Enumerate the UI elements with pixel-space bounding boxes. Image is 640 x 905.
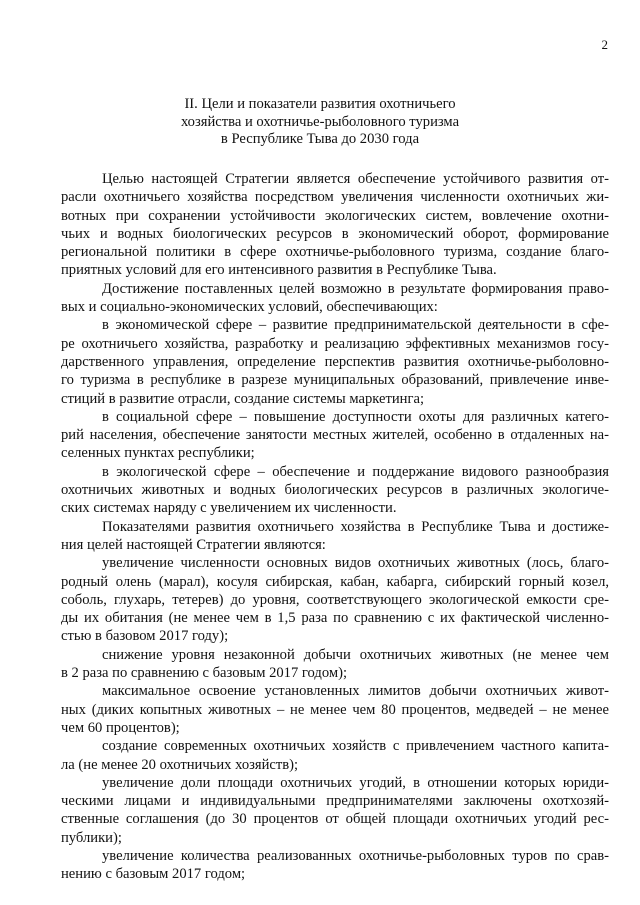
heading-line: в Республике Тыва до 2030 года (220, 131, 420, 147)
text-line: ла (не менее 20 охотничьих хозяйств); (61, 756, 299, 773)
text-line: ды их обитания (не менее чем в 1,5 раза по сравнению с их фактической численно- (61, 610, 609, 627)
body-text (61, 170, 609, 884)
text-line: стиций в развитие отрасли, создание системы маркетинга; (61, 390, 424, 407)
text-line: максимальное освоение установленных лимитов добычи охотничьих живот- (102, 683, 609, 700)
text-line: приятных условий для его интенсивного развития в Республике Тыва. (61, 262, 497, 279)
section-heading (0, 96, 640, 149)
text-line: Целью настоящей Стратегии является обеспечение устойчивого развития от- (102, 171, 609, 187)
text-line: в 2 раза по сравнению с базовым 2017 годом); (61, 665, 348, 682)
text-line: увеличение количества реализованных охотничье-рыболовных туров по срав- (102, 847, 609, 864)
text-line: дарственного управления, определение перспектив развития охотничье-рыболовно- (61, 353, 609, 370)
text-line: чем 60 процентов); (61, 719, 180, 736)
text-line: ческими лицами и индивидуальными предпринимателями заключены охотхозяй- (61, 793, 609, 810)
text-line: стью в базовом 2017 году); (61, 628, 229, 645)
text-line: ственные соглашения (до 30 процентов от общей площади охотничьих угодий рес- (61, 811, 609, 828)
text-line: расли охотничьего хозяйства посредством увеличения численности охотничьих жи- (61, 189, 609, 206)
text-line: ре охотничьего хозяйства, разработку и реализацию эффективных механизмов госу- (61, 335, 609, 352)
text-line: родный олень (марал), косуля сибирская, кабан, кабарга, сибирский горный козел, (61, 573, 609, 590)
text-line: региональной политики в сфере охотничье-рыболовного туризма, создание благо- (61, 244, 609, 261)
text-line: селенных пунктах республики; (61, 445, 255, 462)
text-line: публики); (61, 829, 122, 846)
text-line: в экологической сфере – обеспечение и поддержание видового разнообразия (102, 463, 609, 480)
text-line: вотных при сохранении устойчивости экологических систем, вовлечение охотни- (61, 207, 609, 224)
text-line: в экономической сфере – развитие предпринимательской деятельности в сфе- (102, 317, 609, 334)
text-line: рий населения, обеспечение занятости местных жителей, особенно в отдаленных на- (61, 427, 609, 444)
text-line: увеличение численности основных видов охотничьих животных (лось, благо- (102, 555, 609, 572)
text-line: го туризма в республике в разрезе муниципальных образований, привлечение инве- (61, 372, 609, 389)
text-line: вых и социально-экономических условий, обеспечивающих: (61, 299, 438, 316)
text-line: охотничьих животных и водных биологических ресурсов в различных экологиче- (61, 482, 609, 499)
heading-line: II. Цели и показатели развития охотничьего (184, 96, 456, 112)
text-line: снижение уровня незаконной добычи охотничьих животных (не менее чем (102, 646, 609, 663)
text-line: нению с базовым 2017 годом; (61, 866, 246, 883)
text-line: создание современных охотничьих хозяйств с привлечением частного капита- (102, 738, 609, 755)
text-line: соболь, глухарь, тетерев) до уровня, соответствующего экологической емкости сре- (61, 591, 609, 608)
text-line: Достижение поставленных целей возможно в результате формирования право- (102, 280, 609, 297)
text-line: ных (диких копытных животных – не менее чем 80 процентов, медведей – не менее (61, 701, 609, 718)
page-number: 2 (601, 37, 608, 52)
heading-line: хозяйства и охотничье-рыболовного туризма (180, 113, 460, 130)
text-line: Показателями развития охотничьего хозяйства в Республике Тыва и достиже- (102, 518, 609, 535)
text-line: ния целей настоящей Стратегии являются: (61, 536, 326, 553)
text-line: чьих и водных биологических ресурсов в экономический оборот, формирование (61, 225, 609, 242)
text-line: ских системах наряду с увеличением их численности. (61, 500, 397, 517)
text-line: в социальной сфере – повышение доступности охоты для различных катего- (102, 408, 609, 425)
text-line: увеличение доли площади охотничьих угодий, в отношении которых юриди- (102, 774, 609, 791)
